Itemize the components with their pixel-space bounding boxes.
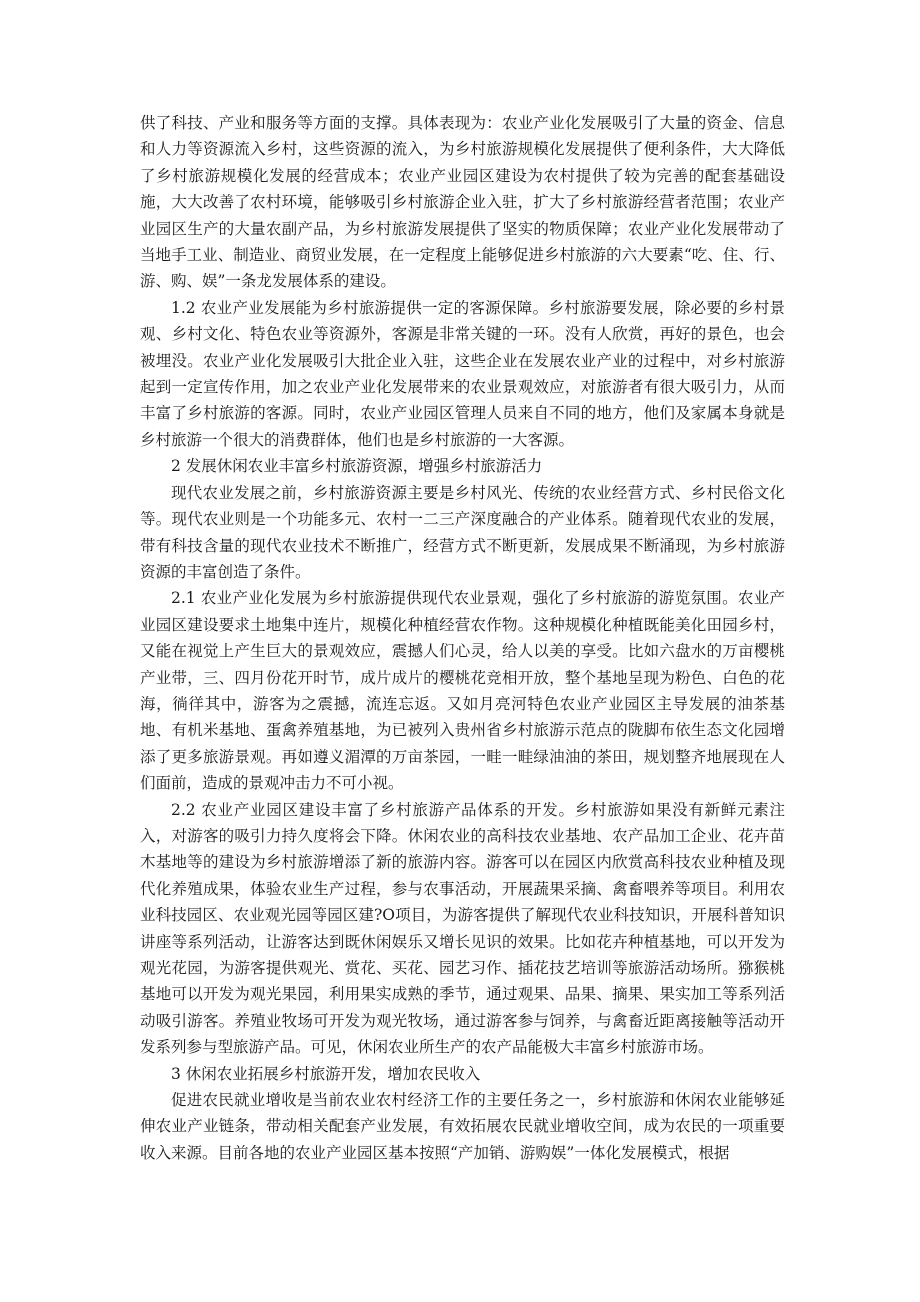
- paragraph-section-2-1: 2.1 农业产业化发展为乡村旅游提供现代农业景观，强化了乡村旅游的游览氛围。农业产业园区建设要求土地集中连片，规模化种植经营农作物。这种规模化种植既能美化田园乡村，又能在视觉上产生巨大的景观效应，震撼人们心灵，给人以美的享受。比如六盘水的万亩樱桃产业带，三、四月份花开时节，成片成片的樱桃花竞相开放，整个基地呈现为粉色、白色的花海，徜徉其中，游客为之震撼，流连忘返。又如月亮河特色农业产业园区主导发展的油茶基地、有机米基地、蛋禽养殖基地，为已被列入贵州省乡村旅游示范点的陇脚布依生态文化园增添了更多旅游景观。再如遵义湄潭的万亩茶园，一畦一畦绿油油的茶田，规划整齐地展现在人们面前，造成的景观冲击力不可小视。: [140, 589, 785, 793]
- section-heading-2: 2 发展休闲农业丰富乡村旅游资源，增强乡村旅游活力: [171, 457, 543, 476]
- paragraph-continuation: 供了科技、产业和服务等方面的支撑。具体表现为：农业产业化发展吸引了大量的资金、信息和人力等资源流入乡村，这些资源的流入，为乡村旅游规模化发展提供了便利条件，大大降低了乡村旅游规模化发展的经营成本；农业产业园区建设为农村提供了较为完善的配套基础设施，大大改善了农村环境，能够吸引乡村旅游企业入驻，扩大了乡村旅游经营者范围；农业产业园区生产的大量农副产品，为乡村旅游发展提供了坚实的物质保障；农业产业化发展带动了当地手工业、制造业、商贸业发展，在一定程度上能够促进乡村旅游的六大要素“吃、住、行、游、购、娱”一条龙发展体系的建设。: [140, 114, 785, 291]
- section-heading-3: 3 休闲农业拓展乡村旅游开发，增加农民收入: [171, 1064, 481, 1083]
- paragraph-section-2-intro: 现代农业发展之前，乡村旅游资源主要是乡村风光、传统的农业经营方式、乡村民俗文化等。现代农业则是一个功能多元、农村一二三产深度融合的产业体系。随着现代农业的发展，带有科技含量的现代农业技术不断推广，经营方式不断更新，发展成果不断涌现，为乡村旅游资源的丰富创造了条件。: [140, 483, 785, 581]
- document-body: [140, 110, 785, 1166]
- paragraph-section-1-2: 1.2 农业产业发展能为乡村旅游提供一定的客源保障。乡村旅游要发展，除必要的乡村景观、乡村文化、特色农业等资源外，客源是非常关键的一环。没有人欣赏，再好的景色，也会被埋没。农业产业化发展吸引大批企业入驻，这些企业在发展农业产业的过程中，对乡村旅游起到一定宣传作用，加之农业产业化发展带来的农业景观效应，对旅游者有很大吸引力，从而丰富了乡村旅游的客源。同时，农业产业园区管理人员来自不同的地方，他们及家属本身就是乡村旅游一个很大的消费群体，他们也是乡村旅游的一大客源。: [140, 298, 785, 449]
- paragraph-section-3-intro: 促进农民就业增收是当前农业农村经济工作的主要任务之一，乡村旅游和休闲农业能够延伸农业产业链条，带动相关配套产业发展，有效拓展农民就业增收空间，成为农民的一项重要收入来源。目前各地的农业产业园区基本按照“产加销、游购娱”一体化发展模式，根据: [140, 1091, 785, 1162]
- paragraph-section-2-2: 2.2 农业产业园区建设丰富了乡村旅游产品体系的开发。乡村旅游如果没有新鲜元素注入，对游客的吸引力持久度将会下降。休闲农业的高科技农业基地、农产品加工企业、花卉苗木基地等的建设为乡村旅游增添了新的旅游内容。游客可以在园区内欣赏高科技农业种植及现代化养殖成果，体验农业生产过程，参与农事活动，开展蔬果采摘、禽畜喂养等项目。利用农业科技园区、农业观光园等园区建?O项目，为游客提供了解现代农业科技知识，开展科普知识讲座等系列活动，让游客达到既休闲娱乐又增长见识的效果。比如花卉种植基地，可以开发为观光花园，为游客提供观光、赏花、买花、园艺习作、插花技艺培训等旅游活动场所。猕猴桃基地可以开发为观光果园，利用果实成熟的季节，通过观果、品果、摘果、果实加工等系列活动吸引游客。养殖业牧场可开发为观光牧场，通过游客参与饲养，与禽畜近距离接触等活动开发系列参与型旅游产品。可见，休闲农业所生产的农产品能极大丰富乡村旅游市场。: [140, 800, 785, 1057]
